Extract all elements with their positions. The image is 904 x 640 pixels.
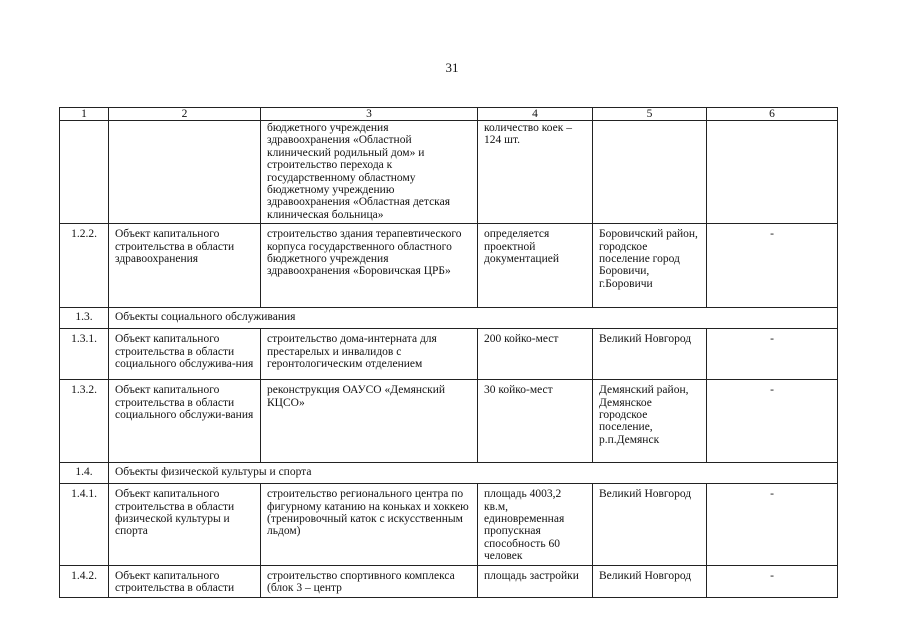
- object-cell: Объект капитального строительства в области социального обслужи-вания: [109, 380, 261, 463]
- row-number: 1.4.1.: [60, 484, 109, 565]
- column-header: 3: [261, 108, 478, 121]
- capacity-cell: 200 койко-мест: [478, 329, 593, 380]
- description-cell: бюджетного учреждения здравоохранения «Областной клинический родильный дом» и строительство перехода к государственному областному бюджетному учреждению здравоохранения «Областная детская клиническая больница»: [261, 121, 478, 224]
- table-row: [60, 121, 838, 224]
- object-cell: Объект капитального строительства в области здравоохранения: [109, 224, 261, 308]
- location-cell: [593, 121, 707, 224]
- note-cell: [707, 121, 838, 224]
- object-cell: Объект капитального строительства в области физической культуры и спорта: [109, 484, 261, 565]
- capacity-cell: площадь 4003,2 кв.м, единовременная пропускная способность 60 человек: [478, 484, 593, 565]
- description-cell: строительство здания терапевтического корпуса государственного областного бюджетного учреждения здравоохранения «Боровичская ЦРБ»: [261, 224, 478, 308]
- row-number: [60, 121, 109, 224]
- capacity-cell: определяется проектной документацией: [478, 224, 593, 308]
- column-header: 4: [478, 108, 593, 121]
- table-row: [60, 565, 838, 597]
- section-row: [60, 463, 838, 484]
- objects-table: [59, 107, 838, 598]
- location-cell: Великий Новгород: [593, 565, 707, 597]
- note-cell: -: [707, 224, 838, 308]
- location-cell: Демянский район, Демянское городское поселение, р.п.Демянск: [593, 380, 707, 463]
- description-cell: реконструкция ОАУСО «Демянский КЦСО»: [261, 380, 478, 463]
- section-title: Объекты физической культуры и спорта: [109, 463, 838, 484]
- description-cell: строительство дома-интерната для престарелых и инвалидов с геронтологическим отделением: [261, 329, 478, 380]
- table-row: [60, 224, 838, 308]
- description-cell: строительство спортивного комплекса (блок 3 – центр: [261, 565, 478, 597]
- table-row: [60, 329, 838, 380]
- column-header: 1: [60, 108, 109, 121]
- location-cell: Боровичский район, городское поселение город Боровичи, г.Боровичи: [593, 224, 707, 308]
- capacity-cell: площадь застройки: [478, 565, 593, 597]
- column-header: 5: [593, 108, 707, 121]
- object-cell: Объект капитального строительства в области социального обслужива-ния: [109, 329, 261, 380]
- section-number: 1.3.: [60, 308, 109, 329]
- row-number: 1.4.2.: [60, 565, 109, 597]
- row-number: 1.3.1.: [60, 329, 109, 380]
- capacity-cell: количество коек – 124 шт.: [478, 121, 593, 224]
- section-row: [60, 308, 838, 329]
- column-header: 2: [109, 108, 261, 121]
- note-cell: -: [707, 484, 838, 565]
- row-number: 1.2.2.: [60, 224, 109, 308]
- section-title: Объекты социального обслуживания: [109, 308, 838, 329]
- object-cell: Объект капитального строительства в области: [109, 565, 261, 597]
- description-cell: строительство регионального центра по фигурному катанию на коньках и хоккею (тренировочный каток с искусственным льдом): [261, 484, 478, 565]
- location-cell: Великий Новгород: [593, 329, 707, 380]
- column-number-header: [60, 108, 838, 121]
- location-cell: Великий Новгород: [593, 484, 707, 565]
- object-cell: [109, 121, 261, 224]
- column-header: 6: [707, 108, 838, 121]
- row-number: 1.3.2.: [60, 380, 109, 463]
- page-number: 31: [445, 60, 459, 75]
- note-cell: -: [707, 380, 838, 463]
- capacity-cell: 30 койко-мест: [478, 380, 593, 463]
- section-number: 1.4.: [60, 463, 109, 484]
- note-cell: -: [707, 329, 838, 380]
- table-row: [60, 484, 838, 565]
- table-row: [60, 380, 838, 463]
- note-cell: -: [707, 565, 838, 597]
